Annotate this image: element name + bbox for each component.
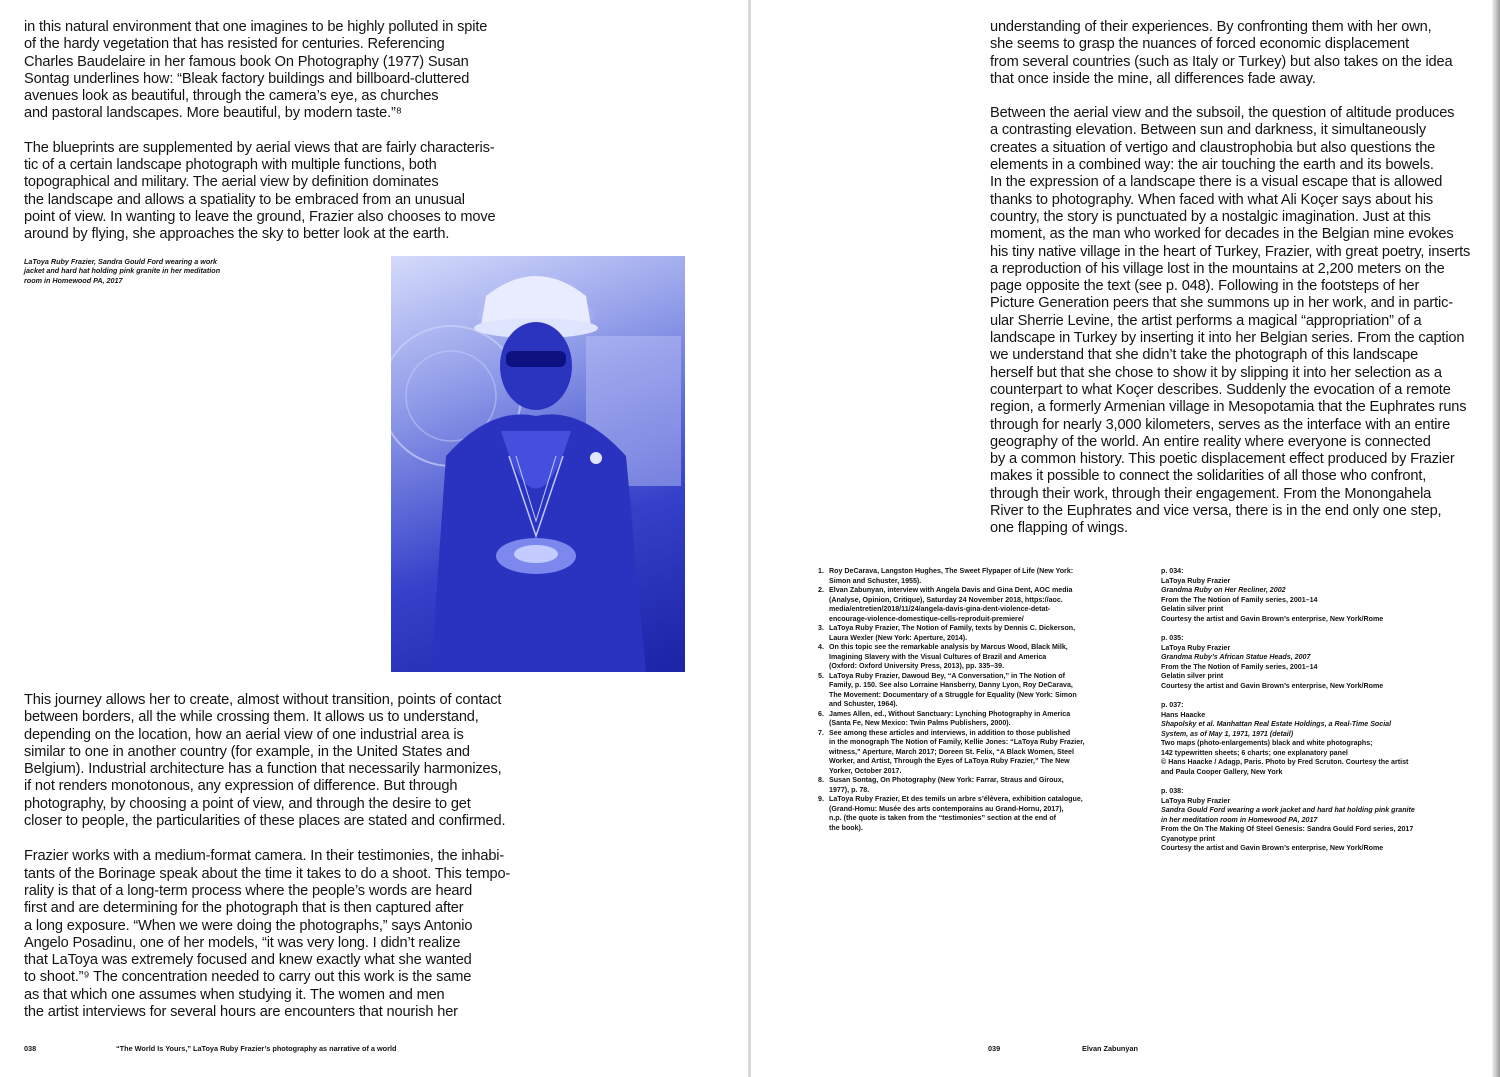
text-line: of the hardy vegetation that has resisted for centuries. Referencing bbox=[24, 36, 445, 53]
footnote bbox=[818, 672, 1148, 710]
footnote-line: media/entretien/2018/11/24/angela-davis-gina-dent-violence-detat- bbox=[829, 605, 1051, 613]
page-number-left: 038 bbox=[24, 1044, 37, 1053]
footnote-line: Worker, and Artist, Through the Eyes of LaToya Ruby Frazier,” The New bbox=[829, 757, 1070, 765]
text-line: landscape in Turkey by inserting it into her Belgian series. From the caption bbox=[990, 330, 1465, 347]
left-body-top bbox=[24, 19, 524, 261]
credit-entry bbox=[1161, 787, 1491, 854]
credit-line: Courtesy the artist and Gavin Brown’s enterprise, New York/Rome bbox=[1161, 614, 1384, 623]
text-line: around by flying, she approaches the sky to better look at the earth. bbox=[24, 226, 450, 243]
text-line: geography of the world. An entire reality where everyone is connected bbox=[990, 433, 1431, 450]
caption-line: jacket and hard hat holding pink granite in her meditation bbox=[24, 266, 221, 276]
text-line: thanks to photography. When faced with what Ali Koçer says about his bbox=[990, 191, 1434, 208]
footnote-line: Roy DeCarava, Langston Hughes, The Sweet Flypaper of Life (New York: bbox=[829, 567, 1074, 575]
cyanotype-photo bbox=[391, 256, 685, 672]
text-line: Charles Baudelaire in her famous book On Photography (1977) Susan bbox=[24, 53, 469, 70]
credit-line: LaToya Ruby Frazier bbox=[1161, 643, 1231, 652]
text-line: avenues look as beautiful, through the camera’s eye, as churches bbox=[24, 88, 439, 105]
footnote-line: encourage-violence-domestique-cells-reproduit-premiere/ bbox=[829, 614, 1024, 623]
footnote-number: 7. bbox=[818, 728, 824, 737]
credit-line: LaToya Ruby Frazier bbox=[1161, 576, 1231, 585]
text-line: topographical and military. The aerial view by definition dominates bbox=[24, 174, 439, 191]
text-line: counterpart to what Koçer describes. Suddenly the evocation of a remote bbox=[990, 381, 1451, 398]
text-line: through for nearly 3,000 kilometers, serves as the interface with an entire bbox=[990, 416, 1451, 433]
text-line: rality is that of a long-term process where the people’s words are heard bbox=[24, 882, 473, 899]
credit-line: LaToya Ruby Frazier bbox=[1161, 796, 1231, 805]
text-line: to shoot.”⁹ The concentration needed to carry out this work is the same bbox=[24, 969, 472, 986]
text-line: that LaToya was extremely focused and knew exactly what she wanted bbox=[24, 952, 472, 969]
text-line: and pastoral landscapes. More beautiful, by modern taste.”⁸ bbox=[24, 105, 402, 122]
footnote-line: 1977), p. 78. bbox=[829, 785, 870, 794]
text-line: Picture Generation peers that she summons up in her work, and in partic- bbox=[990, 295, 1453, 312]
text-line: we understand that she didn’t take the photograph of this landscape bbox=[990, 347, 1419, 364]
text-line: through their work, through their engagement. From the Monongahela bbox=[990, 485, 1432, 502]
footnote-line: (Santa Fe, New Mexico: Twin Palms Publishers, 2000). bbox=[829, 719, 1011, 727]
text-line: photography, by choosing a point of view, and through the desire to get bbox=[24, 795, 471, 812]
credit-line: System, as of May 1, 1971, 1971 (detail) bbox=[1161, 729, 1294, 738]
text-line: his tiny native village in the heart of Turkey, Frazier, with great poetry, inserts bbox=[990, 243, 1471, 260]
footnote-number: 6. bbox=[818, 709, 824, 718]
left-body-bottom bbox=[24, 692, 524, 1039]
credit-line: Gelatin silver print bbox=[1161, 672, 1224, 680]
footnote bbox=[818, 795, 1148, 833]
footnote-number: 4. bbox=[818, 643, 824, 651]
paragraph bbox=[990, 105, 1490, 537]
credit-line: © Hans Haacke / Adagp, Paris. Photo by Fred Scruton. Courtesy the artist bbox=[1161, 758, 1409, 766]
footnote bbox=[818, 729, 1148, 777]
text-line: elements in a combined way: the air touching the earth and its bowels. bbox=[990, 157, 1434, 174]
text-line: page opposite the text (see p. 048). Following in the footsteps of her bbox=[990, 278, 1420, 295]
footnote-line: (Oxford: Oxford University Press, 2013), pp. 335–39. bbox=[829, 662, 1005, 670]
credit-page-ref: p. 034: bbox=[1161, 567, 1184, 575]
text-line: Between the aerial view and the subsoil, the question of altitude produces bbox=[990, 105, 1455, 122]
text-line: a reproduction of his village lost in the mountains at 2,200 meters on the bbox=[990, 260, 1445, 277]
credit-line: From the On The Making Of Steel Genesis: Sandra Gould Ford series, 2017 bbox=[1161, 825, 1414, 833]
footnote-line: in the monograph The Notion of Family, Kellie Jones: “LaToya Ruby Frazier, bbox=[829, 738, 1085, 746]
text-line: first and are determining for the photograph that is then captured after bbox=[24, 900, 464, 917]
right-body bbox=[990, 19, 1490, 555]
footnote-line: n.p. (the quote is taken from the “testimonies” section at the end of bbox=[829, 814, 1057, 822]
text-line: by a common history. This poetic displacement effect produced by Frazier bbox=[990, 451, 1455, 468]
footnote bbox=[818, 586, 1148, 624]
credit-entry bbox=[1161, 701, 1491, 777]
text-line: region, a formerly Armenian village in Mesopotamia that the Euphrates runs bbox=[990, 399, 1467, 416]
credit-line: 142 typewritten sheets; 6 charts; one explanatory panel bbox=[1161, 748, 1348, 757]
text-line: understanding of their experiences. By confronting them with her own, bbox=[990, 19, 1432, 35]
footnote-line: Yorker, October 2017. bbox=[829, 766, 902, 775]
footnote-line: LaToya Ruby Frazier, Dawoud Bey, “A Conversation,” in The Notion of bbox=[829, 671, 1065, 680]
footnote bbox=[818, 643, 1148, 672]
credit-page-ref: p. 037: bbox=[1161, 701, 1184, 709]
image-credits bbox=[1161, 567, 1491, 864]
credit-line: From the The Notion of Family series, 2001–14 bbox=[1161, 595, 1318, 604]
text-line: in this natural environment that one imagines to be highly polluted in spite bbox=[24, 19, 488, 35]
text-line: River to the Euphrates and vice versa, there is in the end only one step, bbox=[990, 503, 1442, 520]
footnote-line: Elvan Zabunyan, interview with Angela Davis and Gina Dent, AOC media bbox=[829, 586, 1073, 594]
footnote-number: 3. bbox=[818, 624, 824, 632]
credit-line: Shapolsky et al. Manhattan Real Estate Holdings, a Real-Time Social bbox=[1161, 720, 1392, 728]
credit-line: Two maps (photo-enlargements) black and white photographs; bbox=[1161, 739, 1373, 747]
text-line: point of view. In wanting to leave the ground, Frazier also chooses to move bbox=[24, 208, 496, 225]
footnote-number: 2. bbox=[818, 586, 824, 594]
text-line: a long exposure. “When we were doing the photographs,” says Antonio bbox=[24, 917, 473, 934]
text-line: the artist interviews for several hours are encounters that nourish her bbox=[24, 1004, 458, 1021]
text-line: a contrasting elevation. Between sun and darkness, it simultaneously bbox=[990, 122, 1426, 139]
footnote-line: See among these articles and interviews, in addition to those published bbox=[829, 728, 1071, 737]
footnote-line: Laura Wexler (New York: Aperture, 2014). bbox=[829, 633, 968, 642]
running-head-left: “The World Is Yours,” LaToya Ruby Frazier’s photography as narrative of a world bbox=[116, 1044, 397, 1053]
left-page bbox=[0, 0, 749, 1077]
text-line: similar to one in another country (for example, in the United States and bbox=[24, 743, 470, 760]
text-line: ular Sherrie Levine, the artist performs a magical “appropriation” of a bbox=[990, 312, 1422, 329]
paragraph bbox=[990, 19, 1490, 88]
photo-caption bbox=[24, 257, 274, 285]
cyanotype-figure-illustration bbox=[391, 256, 685, 672]
footnote-line: James Allen, ed., Without Sanctuary: Lynching Photography in America bbox=[829, 709, 1071, 718]
footnote-line: LaToya Ruby Frazier, The Notion of Family, texts by Dennis C. Dickerson, bbox=[829, 624, 1076, 632]
footnote-number: 8. bbox=[818, 776, 824, 784]
credit-line: in her meditation room in Homewood PA, 2017 bbox=[1161, 815, 1318, 824]
text-line: she seems to grasp the nuances of forced economic displacement bbox=[990, 36, 1410, 53]
text-line: tic of a certain landscape photograph with multiple functions, both bbox=[24, 157, 437, 174]
text-line: makes it possible to connect the solidarities of all those who confront, bbox=[990, 468, 1427, 485]
footnote bbox=[818, 710, 1148, 729]
text-line: that once inside the mine, all differences fade away. bbox=[990, 70, 1316, 87]
footnote-line: the book). bbox=[829, 823, 863, 832]
caption-line: room in Homewood PA, 2017 bbox=[24, 275, 123, 285]
credit-page-ref: p. 035: bbox=[1161, 634, 1184, 642]
running-head-right: Elvan Zabunyan bbox=[1082, 1044, 1138, 1053]
footnote-line: LaToya Ruby Frazier, Et des temils un arbre s’élèvera, exhibition catalogue, bbox=[829, 795, 1083, 803]
credit-entry bbox=[1161, 634, 1491, 691]
text-line: if not renders monotonous, any expression of difference. But through bbox=[24, 778, 458, 795]
paragraph bbox=[24, 848, 524, 1021]
credit-line: Grandma Ruby on Her Recliner, 2002 bbox=[1161, 586, 1286, 594]
text-line: between borders, all the while crossing them. It allows us to understand, bbox=[24, 709, 479, 726]
text-line: one flapping of wings. bbox=[990, 520, 1128, 537]
credit-line: Cyanotype print bbox=[1161, 834, 1215, 843]
credit-entry bbox=[1161, 567, 1491, 624]
footnote-line: and Schuster, 1964). bbox=[829, 700, 898, 708]
paragraph bbox=[24, 692, 524, 830]
credit-line: Grandma Ruby’s African Statue Heads, 2007 bbox=[1161, 653, 1311, 661]
text-line: moment, as the man who worked for decades in the Belgian mine evokes bbox=[990, 226, 1454, 243]
credit-line: and Paula Cooper Gallery, New York bbox=[1161, 767, 1283, 776]
right-page bbox=[751, 0, 1500, 1077]
text-line: herself but that she chose to show it by slipping it into her selection as a bbox=[990, 364, 1442, 381]
footnote-line: Imagining Slavery with the Visual Cultures of Brazil and America bbox=[829, 652, 1047, 661]
footnote bbox=[818, 624, 1148, 643]
footnote-number: 9. bbox=[818, 795, 824, 803]
footnote bbox=[818, 567, 1148, 586]
credit-page-ref: p. 038: bbox=[1161, 787, 1184, 795]
credit-line: Sandra Gould Ford wearing a work jacket and hard hat holding pink granite bbox=[1161, 806, 1415, 814]
text-line: tants of the Borinage speak about the time it takes to do a shoot. This tempo- bbox=[24, 865, 511, 882]
footnote-line: (Grand-Homu: Musée des arts contemporains au Grand-Hornu, 2017), bbox=[829, 804, 1064, 813]
text-line: closer to people, the particularities of these places are stated and confirmed. bbox=[24, 813, 506, 830]
text-line: Frazier works with a medium-format camera. In their testimonies, the inhabi- bbox=[24, 848, 505, 865]
text-line: The blueprints are supplemented by aerial views that are fairly characteris- bbox=[24, 139, 495, 156]
footnote-number: 5. bbox=[818, 671, 824, 680]
text-line: as that which one assumes when studying it. The women and men bbox=[24, 986, 445, 1003]
text-line: from several countries (such as Italy or Turkey) but also takes on the idea bbox=[990, 53, 1453, 70]
text-line: Angelo Posadinu, one of her models, “it was very long. I didn’t realize bbox=[24, 934, 461, 951]
credit-line: From the The Notion of Family series, 2001–14 bbox=[1161, 662, 1318, 671]
text-line: This journey allows her to create, almost without transition, points of contact bbox=[24, 692, 502, 708]
credit-line: Courtesy the artist and Gavin Brown’s enterprise, New York/Rome bbox=[1161, 844, 1384, 852]
footnote-line: witness,” Aperture, March 2017; Doreen St. Felix, “A Black Women, Steel bbox=[829, 747, 1074, 756]
credit-line: Courtesy the artist and Gavin Brown’s enterprise, New York/Rome bbox=[1161, 681, 1384, 690]
text-line: country, the story is punctuated by a nostalgic imagination. Just at this bbox=[990, 208, 1431, 225]
footnote bbox=[818, 776, 1148, 795]
paragraph bbox=[24, 140, 524, 244]
page-number-right: 039 bbox=[988, 1044, 1001, 1053]
caption-line: LaToya Ruby Frazier, Sandra Gould Ford wearing a work bbox=[24, 257, 218, 266]
footnote-line: The Movement: Documentary of a Struggle for Equality (New York: Simon bbox=[829, 690, 1077, 699]
credit-line: Gelatin silver print bbox=[1161, 605, 1224, 613]
footnote-line: On this topic see the remarkable analysis by Marcus Wood, Black Milk, bbox=[829, 643, 1068, 651]
text-line: In the expression of a landscape there is a visual escape that is allowed bbox=[990, 174, 1443, 191]
text-line: Sontag underlines how: “Bleak factory buildings and billboard-cluttered bbox=[24, 70, 470, 87]
text-line: Belgium). Industrial architecture has a function that necessarily harmonizes, bbox=[24, 761, 502, 778]
footnote-line: Simon and Schuster, 1955). bbox=[829, 576, 922, 585]
footnote-line: Family, p. 150. See also Lorraine Hansberry, Danny Lyon, Roy DeCarava, bbox=[829, 681, 1073, 689]
text-line: the landscape and allows a spatiality to be embraced from an unusual bbox=[24, 191, 465, 208]
credit-line: Hans Haacke bbox=[1161, 710, 1206, 719]
footnotes bbox=[818, 567, 1148, 833]
paragraph bbox=[24, 19, 524, 123]
page-edge-shadow bbox=[1492, 0, 1500, 1077]
text-line: creates a situation of vertigo and claustrophobia but also questions the bbox=[990, 139, 1436, 156]
footnote-line: (Analyse, Opinion, Critique), Saturday 24 November 2018, https://aoc. bbox=[829, 595, 1063, 604]
footnote-number: 1. bbox=[818, 567, 824, 575]
text-line: depending on the location, how an aerial view of one industrial area is bbox=[24, 726, 464, 743]
footnote-line: Susan Sontag, On Photography (New York: Farrar, Straus and Giroux, bbox=[829, 776, 1064, 784]
